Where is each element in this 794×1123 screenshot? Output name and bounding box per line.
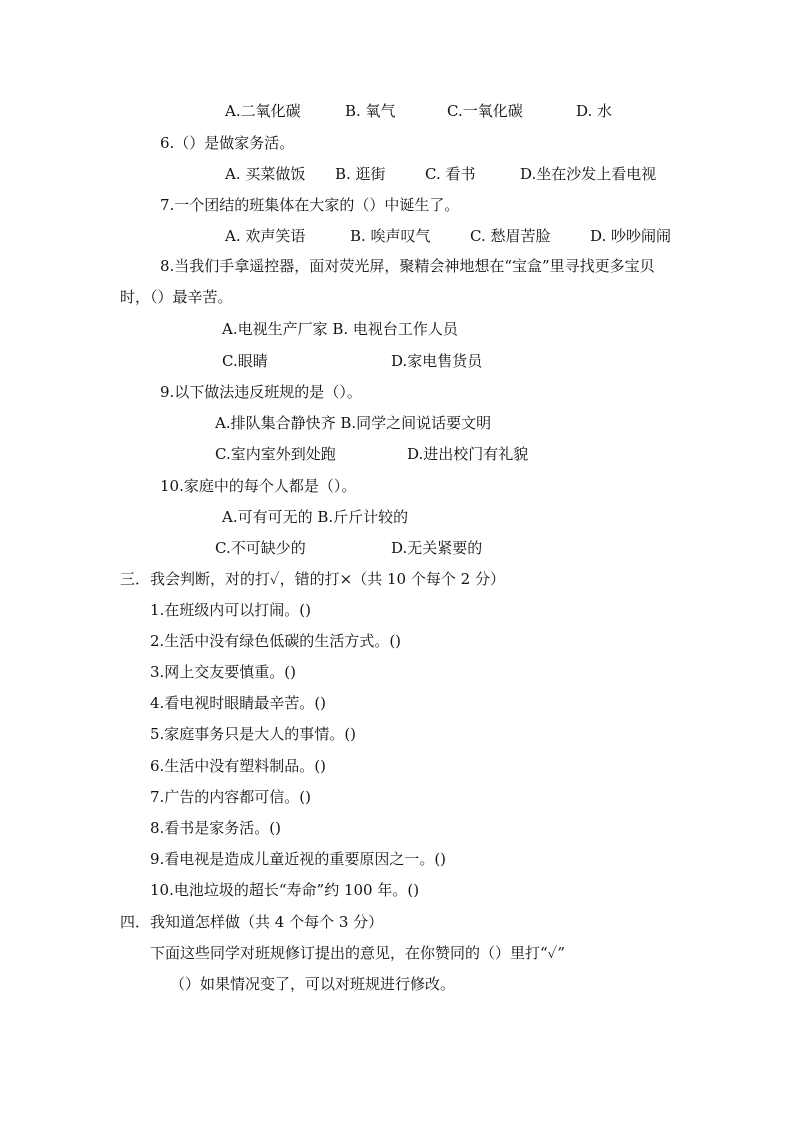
q9-stem: 9.以下做法违反班规的是（）。 xyxy=(160,383,362,401)
section4-intro: 下面这些同学对班规修订提出的意见，在你赞同的（）里打“✓” xyxy=(150,944,566,962)
q5-options xyxy=(0,100,794,122)
section3-item-4: 4.看电视时眼睛最辛苦。() xyxy=(150,694,327,712)
q5-option-d: D. 水 xyxy=(576,102,613,120)
q8-option-c: C.眼睛 xyxy=(222,352,268,370)
q6-option-a: A. 买菜做饭 xyxy=(225,165,306,183)
q9-options-cd xyxy=(0,443,794,465)
q6-option-b: B. 逛街 xyxy=(335,165,386,183)
q6-option-c: C. 看书 xyxy=(425,165,476,183)
section4-heading: 四．我知道怎样做（共 4 个每个 3 分） xyxy=(120,913,384,931)
q5-option-a: A.二氧化碳 xyxy=(225,102,301,120)
section3-item-9: 9.看电视是造成儿童近视的重要原因之一。() xyxy=(150,850,447,868)
section4-item-1: （）如果情况变了，可以对班规进行修改。 xyxy=(170,975,456,993)
q5-option-c: C.一氧化碳 xyxy=(447,102,523,120)
q7-options xyxy=(0,225,794,247)
q7-option-a: A. 欢声笑语 xyxy=(225,227,306,245)
q10-option-d: D.无关紧要的 xyxy=(391,539,483,557)
q10-options-cd xyxy=(0,537,794,559)
q7-option-d: D. 吵吵闹闹 xyxy=(590,227,672,245)
section3-item-5: 5.家庭事务只是大人的事情。() xyxy=(150,725,357,743)
section3-item-8: 8.看书是家务活。() xyxy=(150,819,282,837)
q9-option-d: D.进出校门有礼貌 xyxy=(407,445,529,463)
section3-item-3: 3.网上交友要慎重。() xyxy=(150,663,297,681)
section3-item-2: 2.生活中没有绿色低碳的生活方式。() xyxy=(150,632,402,650)
q6-options xyxy=(0,163,794,185)
section3-item-10: 10.电池垃圾的超长“寿命”约 100 年。() xyxy=(150,881,420,899)
section3-item-7: 7.广告的内容都可信。() xyxy=(150,788,312,806)
q10-stem: 10.家庭中的每个人都是（）。 xyxy=(160,477,357,495)
q6-stem: 6.（）是做家务活。 xyxy=(160,134,295,152)
q10-option-c: C.不可缺少的 xyxy=(215,539,306,557)
q5-option-b: B. 氧气 xyxy=(345,102,396,120)
q8-options-ab: A.电视生产厂家 B. 电视台工作人员 xyxy=(222,320,458,338)
q9-options-ab: A.排队集合静快齐 B.同学之间说话要文明 xyxy=(215,414,492,432)
q10-options-ab: A.可有可无的 B.斤斤计较的 xyxy=(222,508,409,526)
q9-option-c: C.室内室外到处跑 xyxy=(215,445,336,463)
q7-option-c: C. 愁眉苦脸 xyxy=(470,227,551,245)
section3-heading: 三．我会判断，对的打✓，错的打×（共 10 个每个 2 分） xyxy=(120,570,505,588)
section3-item-6: 6.生活中没有塑料制品。() xyxy=(150,757,327,775)
q7-stem: 7.一个团结的班集体在大家的（）中诞生了。 xyxy=(160,196,460,214)
q8-option-d: D.家电售货员 xyxy=(391,352,483,370)
q7-option-b: B. 唉声叹气 xyxy=(350,227,431,245)
section3-item-1: 1.在班级内可以打闹。() xyxy=(150,601,312,619)
q6-option-d: D.坐在沙发上看电视 xyxy=(520,165,657,183)
q8-options-cd xyxy=(0,350,794,372)
q8-stem: 8.当我们手拿遥控器，面对荧光屏，聚精会神地想在“宝盒”里寻找更多宝贝时，（）最辛苦。 xyxy=(120,257,655,306)
